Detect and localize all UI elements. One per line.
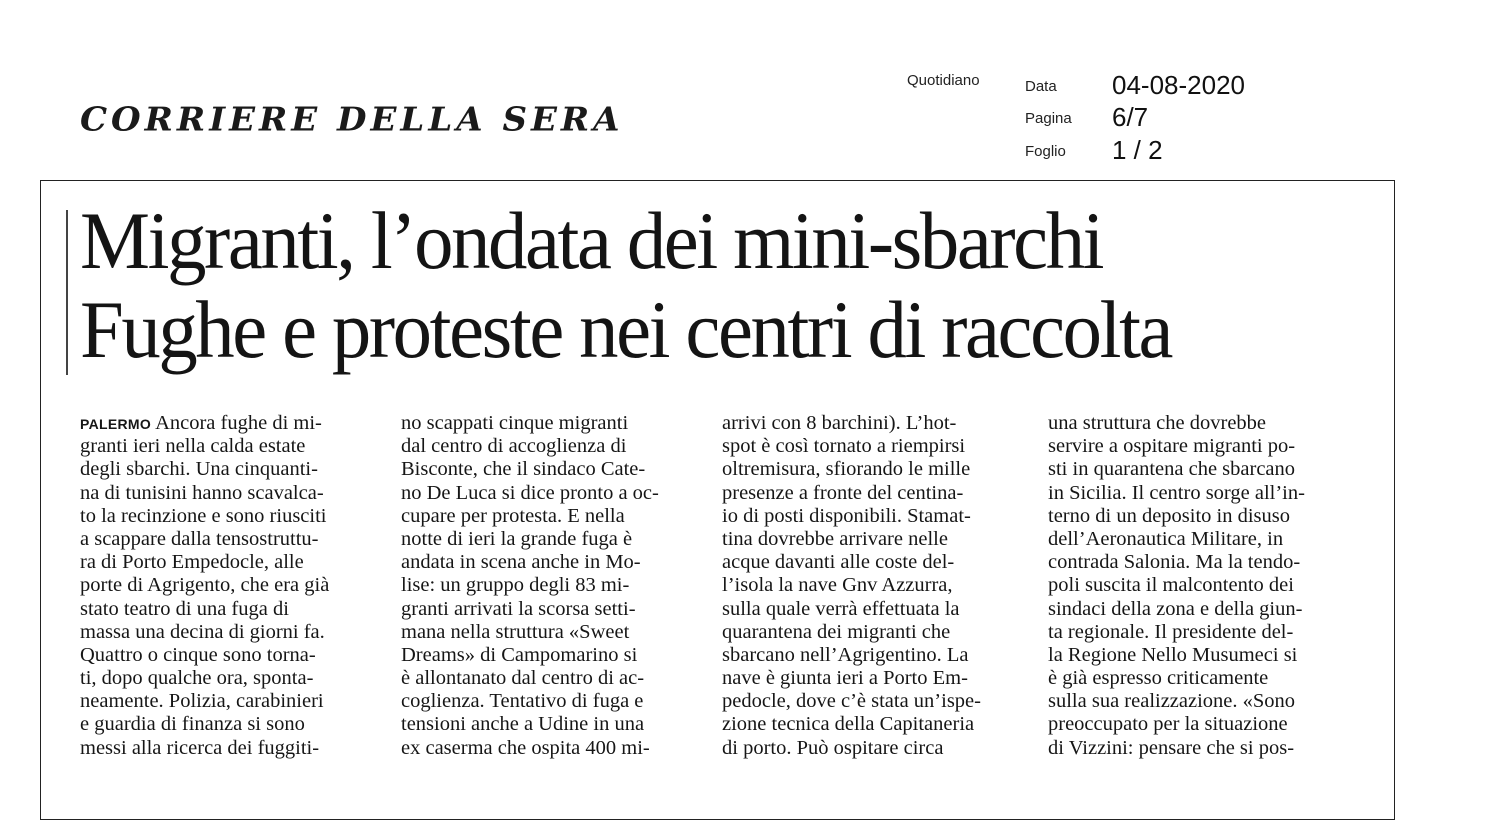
text-line: di porto. Può ospitare circa [722,736,944,759]
text-line: sbarcano nell’Agrigentino. La [722,643,969,666]
text-line: granti ieri nella calda estate [80,435,306,458]
text-line: è già espresso criticamente [1048,667,1269,690]
text-line: e guardia di finanza si sono [80,713,305,736]
headline-line-1: Migranti, l’ondata dei mini-sbarchi [80,195,1103,286]
text-line: ti, dopo qualche ora, sponta- [80,667,314,690]
text-line: mana nella struttura «Sweet [401,620,630,643]
publication-masthead: CORRIERE DELLA SERA [80,101,624,139]
article-headline [80,196,1380,374]
text-line: io di posti disponibili. Stamat- [722,504,971,527]
text-line: ra di Porto Empedocle, alle [80,551,304,574]
text-line: cupare per protesta. E nella [401,504,625,527]
text-line: la Regione Nello Musumeci si [1048,643,1298,666]
article-column-3 [722,412,1022,760]
text-line: coglienza. Tentativo di fuga e [401,690,644,713]
text-line: dal centro di accoglienza di [401,435,627,458]
text-line: arrivi con 8 barchini). L’hot- [722,412,957,434]
meta-label-page: Pagina [1025,110,1072,127]
text-line: porte di Agrigento, che era già [80,574,330,597]
text-line: ta regionale. Il presidente del- [1048,620,1294,643]
dateline: PALERMO [80,416,152,432]
text-line: spot è così tornato a riempirsi [722,435,966,458]
text-line: oltremisura, sfiorando le mille [722,458,971,481]
text-line: è allontanato dal centro di ac- [401,667,645,690]
text-line: sulla sua realizzazione. «Sono [1048,690,1296,713]
text-line: tina dovrebbe arrivare nelle [722,527,948,550]
text-line: in Sicilia. Il centro sorge all’in- [1048,481,1305,504]
text-line: Dreams» di Campomarino si [401,643,638,666]
text-line: sti in quarantena che sbarcano [1048,458,1296,481]
text-line: acque davanti alle coste del- [722,551,955,574]
text-line: servire a ospitare migranti po- [1048,435,1296,458]
column-1-first-line [80,412,380,435]
text-line: neamente. Polizia, carabinieri [80,690,324,713]
text-line: lise: un gruppo degli 83 mi- [401,574,630,597]
text-line: notte di ieri la grande fuga è [401,527,633,550]
text-line: Quattro o cinque sono torna- [80,643,316,666]
text-line: terno di un deposito in disuso [1048,504,1291,527]
text-line: stato teatro di una fuga di [80,597,289,620]
text-line: pedocle, dove c’è stata un’ispe- [722,690,981,713]
text-line: na di tunisini hanno scavalca- [80,481,324,504]
text-line: to la recinzione e sono riusciti [80,504,327,527]
text-line: contrada Salonia. Ma la tendo- [1048,551,1301,574]
text-line: zione tecnica della Capitaneria [722,713,975,736]
text-line: quarantena dei migranti che [722,620,951,643]
text-line: ex caserma che ospita 400 mi- [401,736,650,759]
text-line: no scappati cinque migranti [401,412,629,434]
text-line: degli sbarchi. Una cinquanti- [80,458,318,481]
text-line: Bisconte, che il sindaco Cate- [401,458,646,481]
meta-label-sheet: Foglio [1025,143,1066,160]
text-line: massa una decina di giorni fa. [80,620,325,643]
text-line: poli suscita il malcontento dei [1048,574,1294,597]
text-line: l’isola la nave Gnv Azzurra, [722,574,953,597]
headline-rule [66,210,68,375]
meta-value-sheet: 1 / 2 [1112,135,1163,165]
text-line: una struttura che dovrebbe [1048,412,1267,434]
headline-line-2: Fughe e proteste nei centri di raccolta [80,284,1172,375]
text-line: sulla quale verrà effettuata la [722,597,960,620]
text-line: no De Luca si dice pronto a oc- [401,481,659,504]
text-line: presenze a fronte del centina- [722,481,964,504]
text-line: tensioni anche a Udine in una [401,713,645,736]
text-line: sindaci della zona e della giun- [1048,597,1303,620]
meta-label-date: Data [1025,78,1057,95]
article-column-4 [1048,412,1348,760]
text-line: preoccupato per la situazione [1048,713,1288,736]
text-line: di Vizzini: pensare che si pos- [1048,736,1295,759]
column-1-lead: Ancora fughe di mi- [155,412,322,434]
text-line: messi alla ricerca dei fuggiti- [80,736,320,759]
article-column-1 [80,412,380,760]
text-line: nave è giunta ieri a Porto Em- [722,667,968,690]
text-line: a scappare dalla tensostruttu- [80,527,319,550]
meta-value-page: 6/7 [1112,102,1149,132]
text-line: granti arrivati la scorsa setti- [401,597,636,620]
meta-value-date: 04-08-2020 [1112,70,1245,100]
text-line: andata in scena anche in Mo- [401,551,641,574]
text-line: dell’Aeronautica Militare, in [1048,527,1284,550]
publication-type: Quotidiano [907,72,980,89]
article-column-2 [401,412,701,760]
